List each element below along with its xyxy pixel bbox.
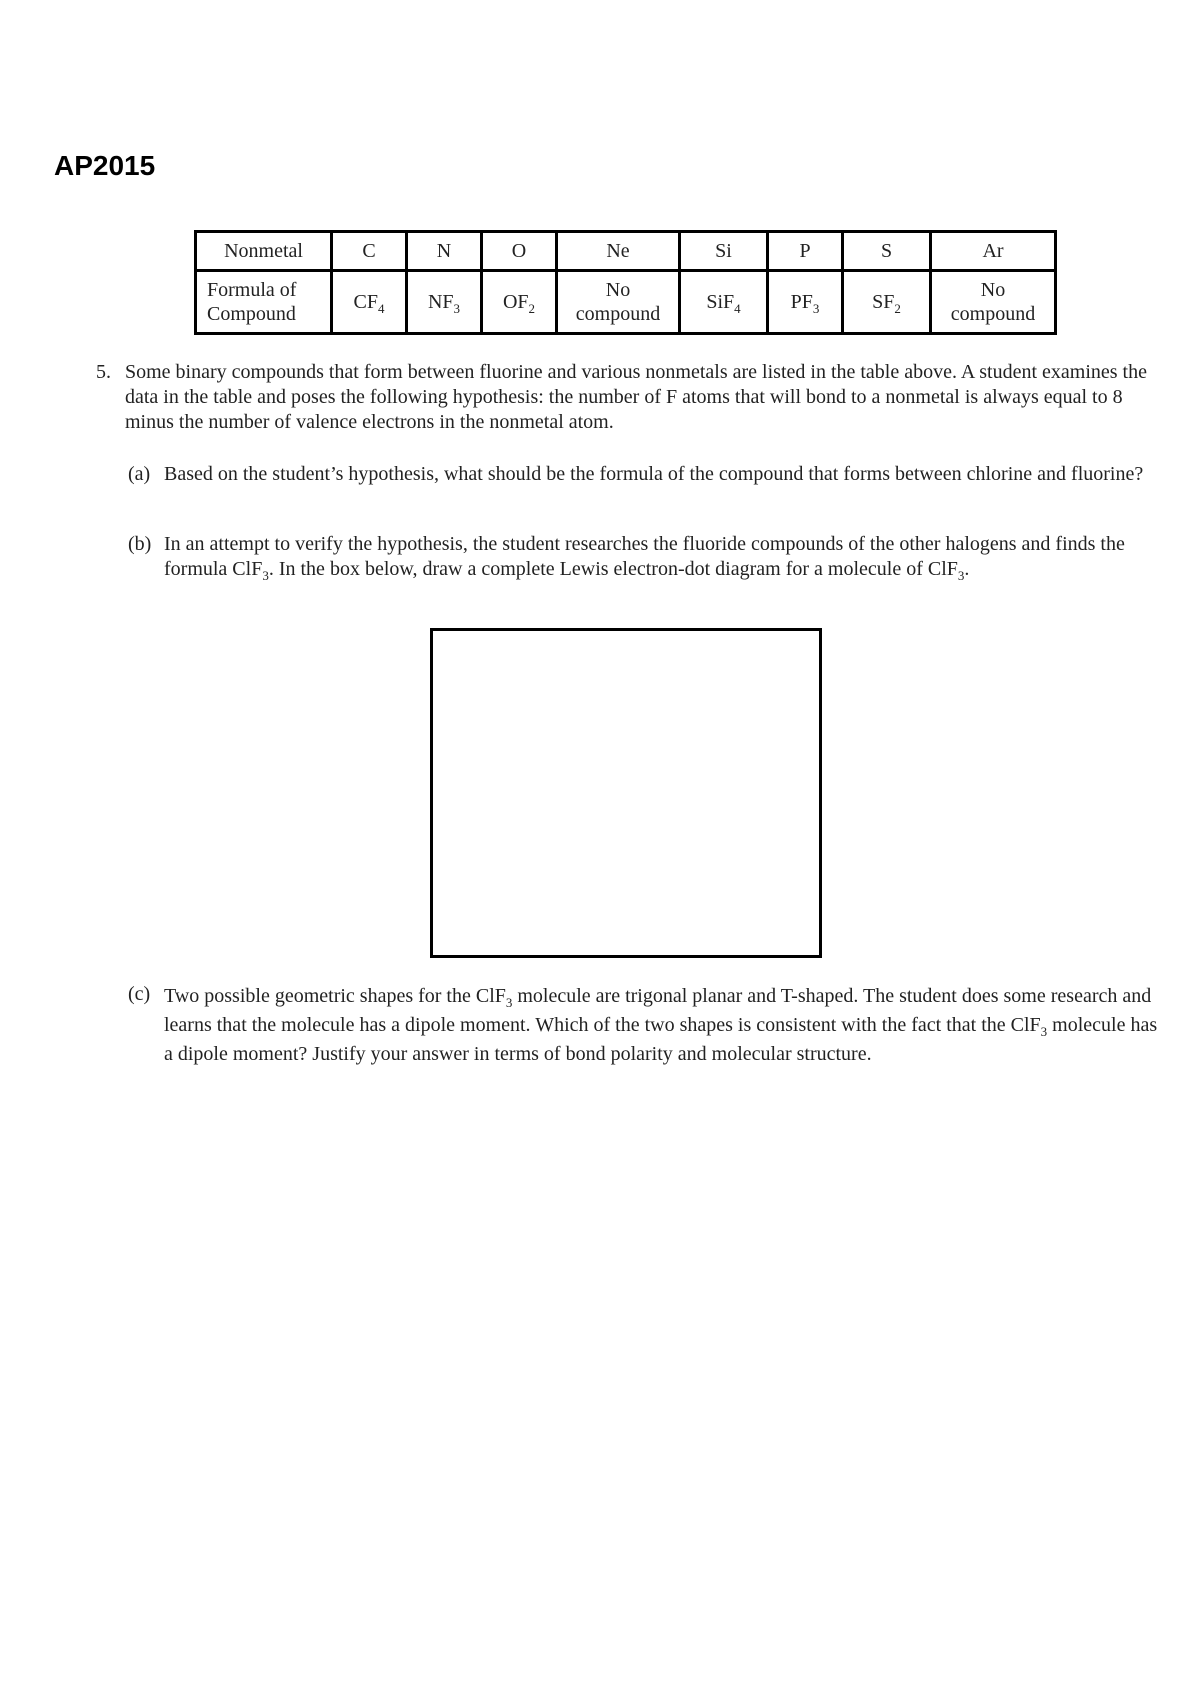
part-b-text — [164, 532, 1164, 582]
formula-base: NF — [427, 291, 454, 313]
question-stem: Some binary compounds that form between fluorine and various nonmetals are listed in the table above. A student examines the data in the table and poses the following hypothesis: the number of F atoms that will bond to a nonmetal is always equal to 8 minus the number of valence electrons in the nonmetal atom. — [125, 361, 1147, 433]
formula-subscript: 2 — [528, 301, 536, 316]
part-b-text-3: . — [964, 558, 970, 580]
part-a-text: Based on the student’s hypothesis, what should be the formula of the compound that forms between chlorine and fluorine? — [164, 463, 1144, 485]
formula-sif4 — [680, 271, 768, 334]
header-nonmetal: Nonmetal — [196, 232, 332, 271]
part-b-sub-2: 3 — [957, 568, 965, 583]
formula-base: OF — [502, 291, 529, 313]
part-a-label: (a) — [128, 463, 151, 485]
cell-n: N — [407, 232, 482, 271]
part-b-label: (b) — [128, 533, 152, 555]
no-compound-line1: No — [980, 279, 1006, 301]
formula-cf4 — [332, 271, 407, 334]
table-row-nonmetal — [196, 232, 1056, 271]
part-c-sub-2: 3 — [1040, 1024, 1048, 1039]
formula-subscript: 2 — [894, 301, 901, 316]
formula-subscript: 4 — [377, 301, 385, 316]
lewis-diagram-answer-box[interactable] — [430, 628, 822, 958]
cell-o: O — [482, 232, 557, 271]
part-c-text-1: Two possible geometric shapes for the ClF — [164, 985, 506, 1007]
formula-subscript: 3 — [453, 301, 461, 316]
cell-ne: Ne — [557, 232, 680, 271]
part-c-sub-1: 3 — [505, 995, 513, 1010]
no-compound-line2: compound — [575, 303, 661, 325]
formula-base: PF — [790, 291, 813, 313]
formula-base: CF — [353, 291, 378, 313]
cell-p: P — [768, 232, 843, 271]
no-compound-line1: No — [605, 279, 631, 301]
header-formula-line2: Compound — [207, 303, 296, 325]
part-c-label: (c) — [128, 983, 151, 1005]
formula-subscript: 4 — [734, 301, 741, 316]
formula-of2 — [482, 271, 557, 334]
formula-nf3 — [407, 271, 482, 334]
formula-sf2 — [843, 271, 931, 334]
formula-ar-none — [931, 271, 1056, 334]
header-formula — [196, 271, 332, 334]
part-b-text-2: . In the box below, draw a complete Lewis electron-dot diagram for a molecule of ClF — [268, 558, 958, 580]
question-number: 5. — [96, 361, 111, 383]
cell-si: Si — [680, 232, 768, 271]
part-b-text-1: In an attempt to verify the hypothesis, the student researches the fluoride compounds of the other halogens and finds the formula ClF — [164, 533, 1125, 580]
part-c-text-3: molecule has a dipole moment? Justify your answer in terms of bond polarity and molecular structure. — [164, 1014, 1158, 1065]
formula-base: SiF — [706, 291, 735, 313]
part-c-text-2: molecule are trigonal planar and T-shaped. The student does some research and learns that the molecule has a dipole moment. Which of the two shapes is consistent with the fact that the ClF — [164, 985, 1152, 1036]
fluoride-compounds-table — [194, 230, 1057, 335]
formula-base: SF — [872, 291, 895, 313]
formula-pf3 — [768, 271, 843, 334]
formula-subscript: 3 — [812, 301, 820, 316]
part-c-text — [164, 982, 1164, 1069]
table-row-formula — [196, 271, 1056, 334]
no-compound-line2: compound — [950, 303, 1036, 325]
cell-c: C — [332, 232, 407, 271]
header-formula-line1: Formula of — [207, 279, 297, 301]
cell-s: S — [843, 232, 931, 271]
formula-ne-none — [557, 271, 680, 334]
cell-ar: Ar — [931, 232, 1056, 271]
page-title: AP2015 — [54, 150, 156, 181]
part-b-sub-1: 3 — [262, 568, 269, 583]
